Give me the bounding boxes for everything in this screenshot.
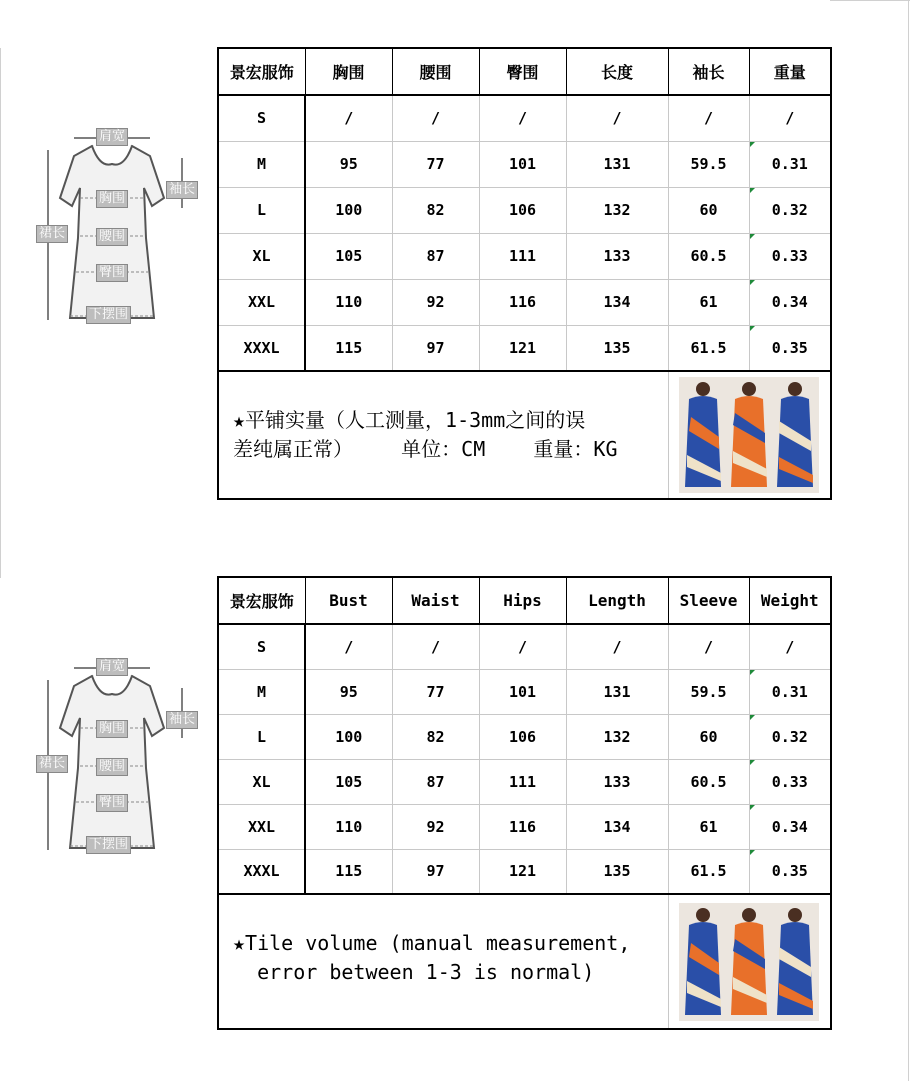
label-length: 裙长 xyxy=(36,225,68,243)
value-cell: 0.31 xyxy=(749,669,831,714)
label-shoulder: 肩宽 xyxy=(96,128,128,146)
size-table-english xyxy=(217,576,832,1030)
header-cell: 腰围 xyxy=(392,48,479,95)
value-cell: 106 xyxy=(479,714,566,759)
value-cell: 133 xyxy=(566,233,668,279)
value-cell: 95 xyxy=(305,141,392,187)
table-row xyxy=(218,141,831,187)
value-cell: 0.32 xyxy=(749,714,831,759)
value-cell: 105 xyxy=(305,233,392,279)
value-cell: 61 xyxy=(668,804,749,849)
brand-cell: 景宏服饰 xyxy=(218,48,305,95)
value-cell: 92 xyxy=(392,804,479,849)
table-row xyxy=(218,279,831,325)
size-cell: XL xyxy=(218,759,305,804)
header-cell: 臀围 xyxy=(479,48,566,95)
header-cell: 袖长 xyxy=(668,48,749,95)
value-cell: 0.34 xyxy=(749,279,831,325)
brand-cell: 景宏服饰 xyxy=(218,577,305,624)
size-cell: XXXL xyxy=(218,849,305,894)
size-cell: XXL xyxy=(218,804,305,849)
size-cell: XL xyxy=(218,233,305,279)
value-cell: 135 xyxy=(566,849,668,894)
header-cell: 胸围 xyxy=(305,48,392,95)
label-sleeve: 袖长 xyxy=(166,711,198,729)
value-cell: 60.5 xyxy=(668,759,749,804)
value-cell: 92 xyxy=(392,279,479,325)
label-hem: 下摆围 xyxy=(86,306,131,324)
label-chest: 胸围 xyxy=(96,720,128,738)
table-row xyxy=(218,233,831,279)
table-row xyxy=(218,95,831,141)
measurement-note: ★平铺实量（人工测量，1-3mm之间的误 差纯属正常） 单位：CM 重量：KG xyxy=(233,408,618,461)
label-hip: 臀围 xyxy=(96,794,128,812)
value-cell: 0.34 xyxy=(749,804,831,849)
size-chart-block-chinese xyxy=(0,0,912,540)
header-cell: Bust xyxy=(305,577,392,624)
value-cell: 131 xyxy=(566,669,668,714)
measurement-note: ★Tile volume (manual measurement, error between 1-3 is normal) xyxy=(233,931,631,984)
header-cell: 重量 xyxy=(749,48,831,95)
value-cell: 0.35 xyxy=(749,325,831,371)
value-cell: 60.5 xyxy=(668,233,749,279)
value-cell: 0.33 xyxy=(749,759,831,804)
value-cell: 0.33 xyxy=(749,233,831,279)
model-dress-icon xyxy=(679,377,819,493)
label-sleeve: 袖长 xyxy=(166,181,198,199)
value-cell: / xyxy=(749,624,831,669)
value-cell: 97 xyxy=(392,325,479,371)
value-cell: 61.5 xyxy=(668,849,749,894)
value-cell: 61.5 xyxy=(668,325,749,371)
value-cell: 121 xyxy=(479,849,566,894)
value-cell: 82 xyxy=(392,187,479,233)
table-row xyxy=(218,849,831,894)
photo-cell xyxy=(668,894,831,1029)
value-cell: 77 xyxy=(392,669,479,714)
value-cell: / xyxy=(668,624,749,669)
note-cell xyxy=(218,894,668,1029)
value-cell: 60 xyxy=(668,187,749,233)
size-cell: XXXL xyxy=(218,325,305,371)
value-cell: / xyxy=(392,624,479,669)
value-cell: 115 xyxy=(305,325,392,371)
note-row xyxy=(218,894,831,1029)
header-cell: Waist xyxy=(392,577,479,624)
value-cell: 101 xyxy=(479,669,566,714)
table-row xyxy=(218,804,831,849)
value-cell: 131 xyxy=(566,141,668,187)
value-cell: 132 xyxy=(566,714,668,759)
header-cell: Length xyxy=(566,577,668,624)
model-photo xyxy=(679,377,819,493)
value-cell: / xyxy=(305,95,392,141)
value-cell: 59.5 xyxy=(668,669,749,714)
dress-measurement-diagram xyxy=(20,658,210,858)
size-cell: L xyxy=(218,714,305,759)
value-cell: 87 xyxy=(392,759,479,804)
value-cell: 59.5 xyxy=(668,141,749,187)
value-cell: 106 xyxy=(479,187,566,233)
value-cell: 116 xyxy=(479,804,566,849)
size-cell: S xyxy=(218,95,305,141)
value-cell: 111 xyxy=(479,759,566,804)
value-cell: 135 xyxy=(566,325,668,371)
value-cell: 110 xyxy=(305,279,392,325)
value-cell: 87 xyxy=(392,233,479,279)
table-row xyxy=(218,624,831,669)
label-waist: 腰围 xyxy=(96,228,128,246)
value-cell: / xyxy=(566,95,668,141)
value-cell: 115 xyxy=(305,849,392,894)
value-cell: 95 xyxy=(305,669,392,714)
value-cell: 111 xyxy=(479,233,566,279)
value-cell: 101 xyxy=(479,141,566,187)
value-cell: 116 xyxy=(479,279,566,325)
table-row xyxy=(218,759,831,804)
table-header-row xyxy=(218,48,831,95)
value-cell: 133 xyxy=(566,759,668,804)
value-cell: 105 xyxy=(305,759,392,804)
model-photo xyxy=(679,903,819,1021)
note-row xyxy=(218,371,831,499)
model-dress-icon xyxy=(679,903,819,1021)
value-cell: 77 xyxy=(392,141,479,187)
value-cell: 0.32 xyxy=(749,187,831,233)
label-length: 裙长 xyxy=(36,755,68,773)
note-cell xyxy=(218,371,668,499)
size-cell: XXL xyxy=(218,279,305,325)
label-hem: 下摆围 xyxy=(86,836,131,854)
value-cell: / xyxy=(668,95,749,141)
value-cell: / xyxy=(479,95,566,141)
size-table-chinese xyxy=(217,47,832,500)
table-row xyxy=(218,325,831,371)
value-cell: 134 xyxy=(566,279,668,325)
label-hip: 臀围 xyxy=(96,264,128,282)
size-cell: S xyxy=(218,624,305,669)
value-cell: 61 xyxy=(668,279,749,325)
photo-cell xyxy=(668,371,831,499)
value-cell: 110 xyxy=(305,804,392,849)
table-row xyxy=(218,669,831,714)
header-cell: Hips xyxy=(479,577,566,624)
value-cell: 0.35 xyxy=(749,849,831,894)
size-chart-block-english xyxy=(0,528,912,1068)
header-cell: Weight xyxy=(749,577,831,624)
size-cell: L xyxy=(218,187,305,233)
value-cell: 100 xyxy=(305,714,392,759)
label-shoulder: 肩宽 xyxy=(96,658,128,676)
value-cell: 100 xyxy=(305,187,392,233)
header-cell: Sleeve xyxy=(668,577,749,624)
value-cell: 121 xyxy=(479,325,566,371)
value-cell: 132 xyxy=(566,187,668,233)
size-cell: M xyxy=(218,141,305,187)
dress-measurement-diagram xyxy=(20,128,210,328)
label-waist: 腰围 xyxy=(96,758,128,776)
value-cell: 60 xyxy=(668,714,749,759)
value-cell: / xyxy=(392,95,479,141)
label-chest: 胸围 xyxy=(96,190,128,208)
table-row xyxy=(218,714,831,759)
value-cell: 134 xyxy=(566,804,668,849)
value-cell: 82 xyxy=(392,714,479,759)
value-cell: / xyxy=(305,624,392,669)
table-row xyxy=(218,187,831,233)
value-cell: 97 xyxy=(392,849,479,894)
value-cell: / xyxy=(479,624,566,669)
value-cell: 0.31 xyxy=(749,141,831,187)
table-header-row xyxy=(218,577,831,624)
value-cell: / xyxy=(566,624,668,669)
size-cell: M xyxy=(218,669,305,714)
value-cell: / xyxy=(749,95,831,141)
header-cell: 长度 xyxy=(566,48,668,95)
